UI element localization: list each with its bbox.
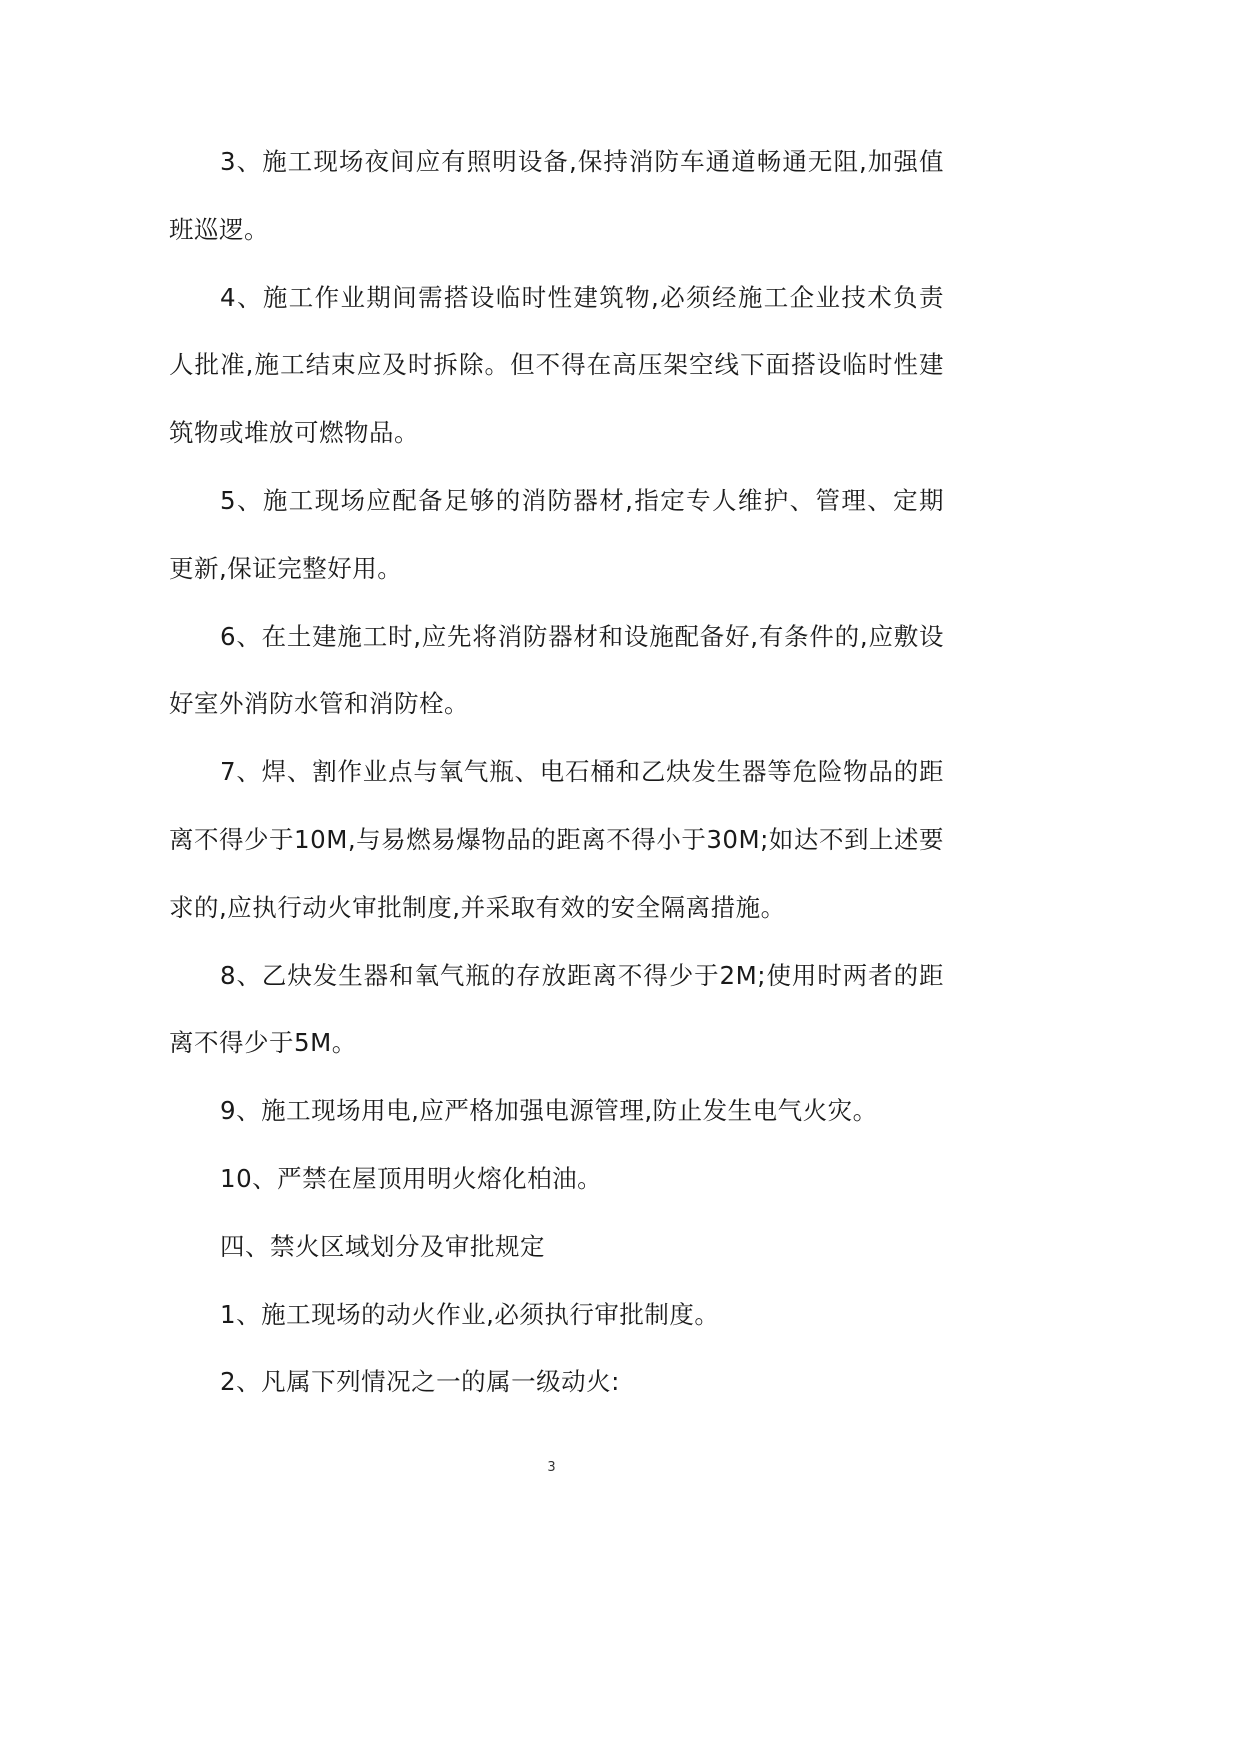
paragraph-item-9: 9、施工现场用电,应严格加强电源管理,防止发生电气火灾。 (220, 1096, 878, 1126)
paragraph-item-7: 7、焊、割作业点与氧气瓶、电石桶和乙炔发生器等危险物品的距离不得少于10M,与易燃易爆物品的距离不得小于30M;如达不到上述要求的,应执行动火审批制度,并采取有效的安全隔离措施。 (169, 757, 944, 922)
paragraph-item-section4-2: 2、凡属下列情况之一的属一级动火: (220, 1367, 620, 1397)
paragraph-item-section4-1: 1、施工现场的动火作业,必须执行审批制度。 (220, 1299, 720, 1329)
section-heading: 四、禁火区域划分及审批规定 (220, 1231, 545, 1261)
paragraph-item-8: 8、乙炔发生器和氧气瓶的存放距离不得少于2M;使用时两者的距离不得少于5M。 (169, 960, 944, 1058)
paragraph-item-3: 3、施工现场夜间应有照明设备,保持消防车通道畅通无阻,加强值班巡逻。 (169, 147, 944, 244)
paragraph-item-10: 10、严禁在屋顶用明火熔化柏油。 (220, 1163, 603, 1193)
paragraph-item-4: 4、施工作业期间需搭设临时性建筑物,必须经施工企业技术负责人批准,施工结束应及时拆除。但不得在高压架空线下面搭设临时性建筑物或堆放可燃物品。 (169, 282, 944, 448)
page-number: 3 (547, 1460, 556, 1475)
body-text (169, 128, 944, 1416)
paragraph-item-5: 5、施工现场应配备足够的消防器材,指定专人维护、管理、定期更新,保证完整好用。 (169, 485, 944, 583)
paragraph-item-6: 6、在土建施工时,应先将消防器材和设施配备好,有条件的,应敷设好室外消防水管和消防栓。 (169, 621, 944, 719)
